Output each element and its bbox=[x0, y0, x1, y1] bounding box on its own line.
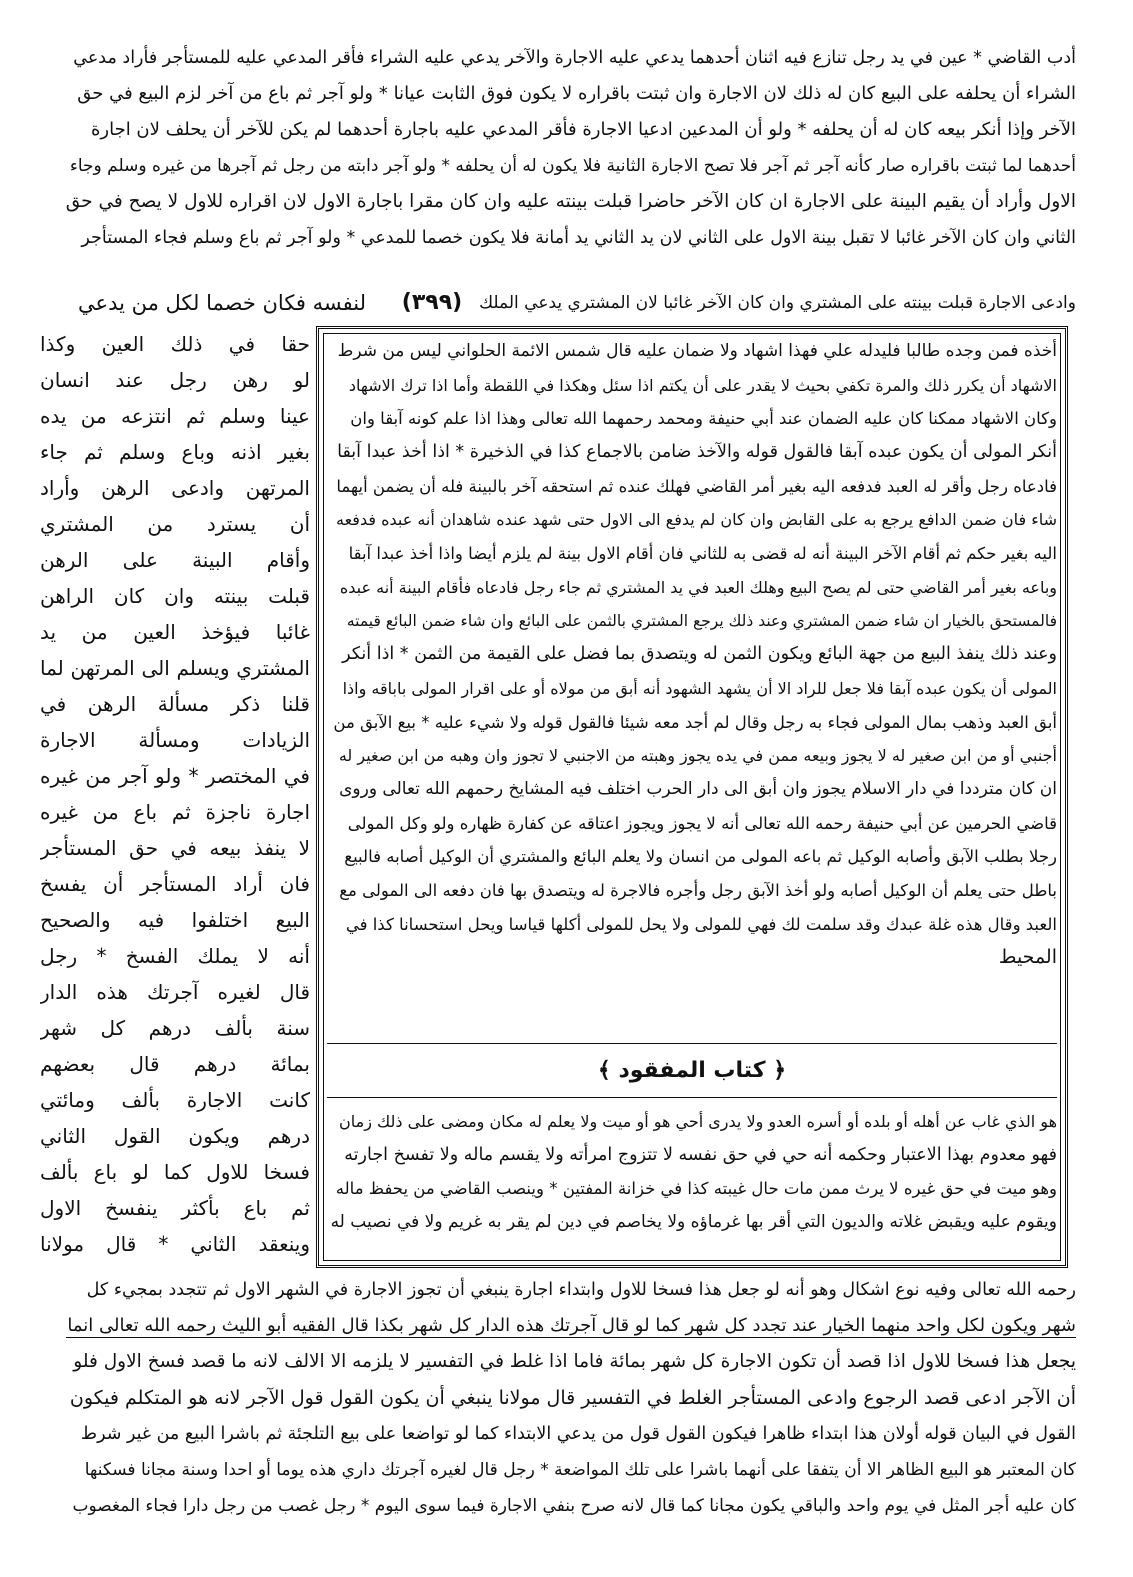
text-line: قاضي الحرمين عن أبي حنيفة رحمه الله تعالى أنه لا يجوز ويجوز اعتاقه عن كفارة ظهاره ولو وكل المولى bbox=[347, 813, 1057, 833]
text-line: القول في البيان قوله أولان هذا ابتداء ظاهرا فيكون القول قول من يدعي الابتداء كما لو تواضعا على بيع التلجئة ثم باشرا البيع من غير شرط bbox=[80, 1424, 1076, 1444]
margin-text-line: غائبا فيؤخذ العين من يد bbox=[40, 620, 310, 644]
text-line: فهو معدوم بهذا الاعتبار وحكمه أنه حي في حق نفسه لا تتزوج امرأته ولا يقسم ماله ولا تفسخ اجارته bbox=[344, 1144, 1057, 1165]
margin-text-line: البيع اختلفوا فيه والصحيح bbox=[40, 908, 310, 932]
margin-text-line: بغير اذنه وباع وسلم ثم جاء bbox=[40, 440, 310, 464]
bordered-main-block bbox=[316, 326, 1068, 1268]
margin-text-line: لو رهن رجل عند انسان bbox=[40, 368, 310, 392]
margin-text-line: ثم باع بأكثر ينفسخ الاول bbox=[40, 1196, 310, 1220]
text-line: الاشهاد أن يكرر ذلك والمرة تكفي بحيث لا يقدر على أن يكتم اذا سئل وهكذا في اللقطة وأما اذا ترك الاشهاد bbox=[348, 375, 1057, 395]
text-line: أدب القاضي * عين في يد رجل تنازع فيه اثنان أحدهما يدعي عليه الاجارة والآخر يدعي عليه الشراء فأقر المدعي عليه للمستأجر فأراد مدعي bbox=[73, 48, 1076, 68]
running-header bbox=[66, 285, 1076, 321]
header-text-left: لنفسه فكان خصما لكل من يدعي bbox=[78, 291, 366, 315]
margin-text-line: لا ينفذ بيعه في حق المستأجر bbox=[40, 836, 310, 860]
text-line: أبق العبد وذهب بمال المولى فجاء به رجل وقال لم أجد معه شيئا فالقول قوله ولا شيء عليه * بيع الآبق من bbox=[333, 712, 1057, 732]
margin-column-text bbox=[40, 326, 310, 1262]
text-line: الثاني وان كان الآخر غائبا لا تقبل بينة الاول على الثاني لان يد الثاني يد أمانة فلا يكون خصما للمدعي * ولو آجر ثم باع وسلم فجاء المستأجر bbox=[81, 228, 1076, 248]
header-text-right: وادعى الاجارة قبلت بينته على المشتري وان كان الآخر غائبا لان المشتري يدعي الملك bbox=[479, 293, 1076, 313]
margin-text-line: كانت الاجارة بألف ومائتي bbox=[40, 1088, 310, 1112]
margin-text-line: فان أراد المستأجر أن يفسخ bbox=[40, 872, 310, 896]
text-line: الآخر وإذا أنكر بيعه كان له أن يحلفه * ولو أن المدعين ادعيا الاجارة فأقر المدعي عليه باجارة أحدهما لم يكن للآخر أن يحلف لان اجارة bbox=[90, 119, 1076, 140]
text-line: ويقوم عليه ويقبض غلاته والديون التي أقر بها غرماؤه ولا يخاصم في دين لم يقر به غريم ولا في نصيب له bbox=[331, 1212, 1057, 1233]
text-line: باطل حتى يعلم أن الوكيل أصابه ولو أخذ الآبق رجل وأجره فالاجرة له ويتصدق بها فان دفعه الى المولى مع bbox=[339, 881, 1057, 900]
text-line: أخذه فمن وجده طالبا فليدله علي فهذا اشهاد ولا ضمان عليه قال شمس الائمة الحلواني ليس من شرط bbox=[337, 341, 1057, 361]
text-line: المولى أن يكون عبده آبقا فلا جعل للراد الا أن يشهد الشهود أنه أبق من مولاه أو على اقرار المولى باباقه واذا bbox=[342, 678, 1057, 698]
margin-text-line: بمائة درهم قال بعضهم bbox=[40, 1052, 310, 1076]
text-line: شاء فان ضمن الدافع يرجع به على القابض وان كان لم يدفع الى الاول حتى شهد عنده شاهدان أنه عبده فدفعه bbox=[336, 510, 1057, 530]
margin-text-line: حقا في ذلك العين وكذا bbox=[40, 332, 310, 356]
text-line: الشراء أن يحلفه على البيع كان له ذلك لان الاجارة وان ثبتت باقراره لا يكون فوق الثابت عيانا * ولو آجر ثم باع من آخر لزم البيع في حق bbox=[77, 83, 1076, 104]
margin-text-line: الزيادات ومسألة الاجارة bbox=[40, 728, 310, 752]
text-line: ان كان مترددا في دار الاسلام يجوز وان أبق الى دار الحرب اختلف فيه المشايخ رحمهم الله تعالى وروى bbox=[339, 778, 1057, 799]
text-line: فالمستحق بالخيار ان شاء ضمن المشتري وعند ذلك يرجع المشتري بالثمن على البائع وان شاء ضمن البائع قيمته bbox=[346, 611, 1057, 630]
margin-text-line: سنة بألف درهم كل شهر bbox=[40, 1016, 310, 1040]
page-number: (٣٩٩) bbox=[401, 290, 463, 315]
margin-text-line: المرتهن وادعى الرهن وأراد bbox=[40, 476, 310, 500]
text-line: أنكر المولى أن يكون عبده آبقا فالقول قوله والآخذ ضامن بالاجماع كذا في الذخيرة * اذا أخذ عبدا آبقا bbox=[337, 442, 1057, 463]
text-line: شهر ويكون لكل واحد منهما الخيار عند تجدد كل شهر كما لو قال آجرتك هذه الدار كل شهر بكذا قال الفقيه أبو الليث رحمه الله تعالى انما bbox=[67, 1315, 1076, 1336]
text-line: رجلا بطلب الآبق وأصابه الوكيل ثم باعه المولى من انسان ولا يعلم البائع والمشتري أن الوكيل أصابه فالبيع bbox=[344, 847, 1057, 867]
chapter-title: ﴿ كتاب المفقود ﴾ bbox=[597, 1058, 787, 1083]
margin-text-line: اجارة ناجزة ثم باع من غيره bbox=[40, 800, 310, 824]
margin-text-line: قلنا ذكر مسألة الرهن في bbox=[40, 692, 310, 716]
top-text-block bbox=[66, 40, 1076, 256]
chapter-divider-top bbox=[327, 1043, 1057, 1044]
text-line: اليه بغير حكم ثم أقام الآخر البينة أنه له قضى به للثاني فان أقام الاول بينة لم يلزم أيضا واذا أخذ عبدا آبقا bbox=[348, 544, 1057, 564]
margin-text-line: فسخا للاول كما لو باع بألف bbox=[40, 1160, 310, 1184]
margin-text-line: درهم ويكون القول الثاني bbox=[40, 1124, 310, 1148]
text-line: هو الذي غاب عن أهله أو بلده أو أسره العدو ولا يدرى أحي هو أو ميت ولا يعلم له مكان ومضى على ذلك زمان bbox=[339, 1112, 1057, 1131]
bottom-text-block bbox=[66, 1272, 1076, 1524]
text-line: أن الآجر ادعى قصد الرجوع وادعى المستأجر الغلط في التفسير قال مولانا ينبغي أن يكون القول قول الآجر لانه هو المتكلم فيكون bbox=[69, 1387, 1076, 1409]
text-underline bbox=[66, 1337, 1076, 1338]
text-line: وهو ميت في حق غيره لا يرث ممن مات حال غيبته كذا في خزانة المفتين * وينصب القاضي من يحفظ ماله bbox=[335, 1179, 1057, 1199]
margin-text-line: قال لغيره آجرتك هذه الدار bbox=[40, 980, 310, 1004]
margin-text-line: عينا وسلم ثم انتزعه من يده bbox=[40, 404, 310, 428]
chapter-text-block bbox=[331, 1105, 1057, 1240]
text-line: وعند ذلك ينفذ البيع من جهة البائع ويكون الثمن له ويتصدق بما فضل على القيمة من الثمن * اذا أنكر bbox=[342, 644, 1057, 665]
text-line: كان المعتبر هو البيع الظاهر الا أن يتفقا على أنهما باشرا على تلك المواضعة * رجل قال لغيره آجرتك داري هذه يوما أو احدا وسنة مجانا فسكنها bbox=[84, 1460, 1076, 1480]
text-line: يجعل هذا فسخا للاول اذا قصد أن تكون الاجارة كل شهر بمائة فاما اذا غلط في التفسير لا يلزمه الا الالف لانه ما قصد فسخ الاول فلو bbox=[73, 1351, 1076, 1372]
text-line: فادعاه رجل وأقر له العبد فدفعه اليه بغير أمر القاضي فهلك عنده ثم استحقه آخر بالبينة فله أن يضمن أيهما bbox=[336, 476, 1057, 496]
chapter-divider-bottom bbox=[327, 1097, 1057, 1098]
text-line: أحدهما لما ثبتت باقراره صار كأنه آجر ثم آجر فلا تصح الاجارة الثانية فلا يكون له أن يحلفه * ولو آجر دابته من رجل ثم آجرها من غيره وسلم وجاء bbox=[69, 156, 1076, 176]
text-line: أجنبي أو من ابن صغير له لا يجوز وبيعه ممن في يده يجوز وهبته من الاجنبي لا تجوز وان وهبه من ابن صغير له bbox=[338, 746, 1057, 766]
margin-text-line: وينعقد الثاني * قال مولانا bbox=[40, 1232, 310, 1256]
text-line: المحيط bbox=[998, 946, 1057, 969]
margin-text-line: وأقام البينة على الرهن bbox=[40, 548, 310, 572]
text-line: العبد وقال هذه غلة عبدك وقد سلمت لك فهي للمولى ولا يحل للمولى أكلها قياسا ويحل استحسانا كذا في bbox=[345, 914, 1057, 934]
text-line: الاول وأراد أن يقيم البينة على الاجارة ان كان الآخر حاضرا قبلت بينته عليه وان كان مقرا باجارة الاول لان اقراره للاول لا يصح في حق bbox=[66, 191, 1076, 212]
margin-text-line: في المختصر * ولو آجر من غيره bbox=[40, 764, 310, 788]
text-line: رحمه الله تعالى وفيه نوع اشكال وهو أنه لو جعل هذا فسخا للاول وابتداء اجارة ينبغي أن تجوز الاجارة في الشهر الاول ثم تتجدد بمجيء كل bbox=[86, 1280, 1076, 1300]
main-text-block bbox=[331, 335, 1057, 975]
margin-text-line: المشتري ويسلم الى المرتهن لما bbox=[40, 656, 310, 680]
margin-text-line: أنه لا يملك الفسخ * رجل bbox=[40, 944, 310, 968]
margin-text-line: قبلت بينته وان كان الراهن bbox=[40, 584, 310, 608]
text-line: وكان الاشهاد ممكنا كان عليه الضمان عند أبي حنيفة ومحمد رحمهما الله تعالى وهذا اذا علم كونه آبقا وان bbox=[350, 409, 1057, 429]
text-line: وباعه بغير أمر القاضي حتى لم يصح البيع وهلك العبد في يد المشتري ثم جاء رجل فادعاه فأقام البينة أنه عبده bbox=[339, 577, 1057, 597]
text-line: كان عليه أجر المثل في يوم واحد والباقي يكون مجانا كما قال لانه صرح بنفي الاجارة فيما سوى اليوم * رجل غصب من رجل دارا فجاء المغصوب bbox=[72, 1496, 1076, 1516]
margin-text-line: أن يسترد من المشتري bbox=[40, 512, 310, 536]
